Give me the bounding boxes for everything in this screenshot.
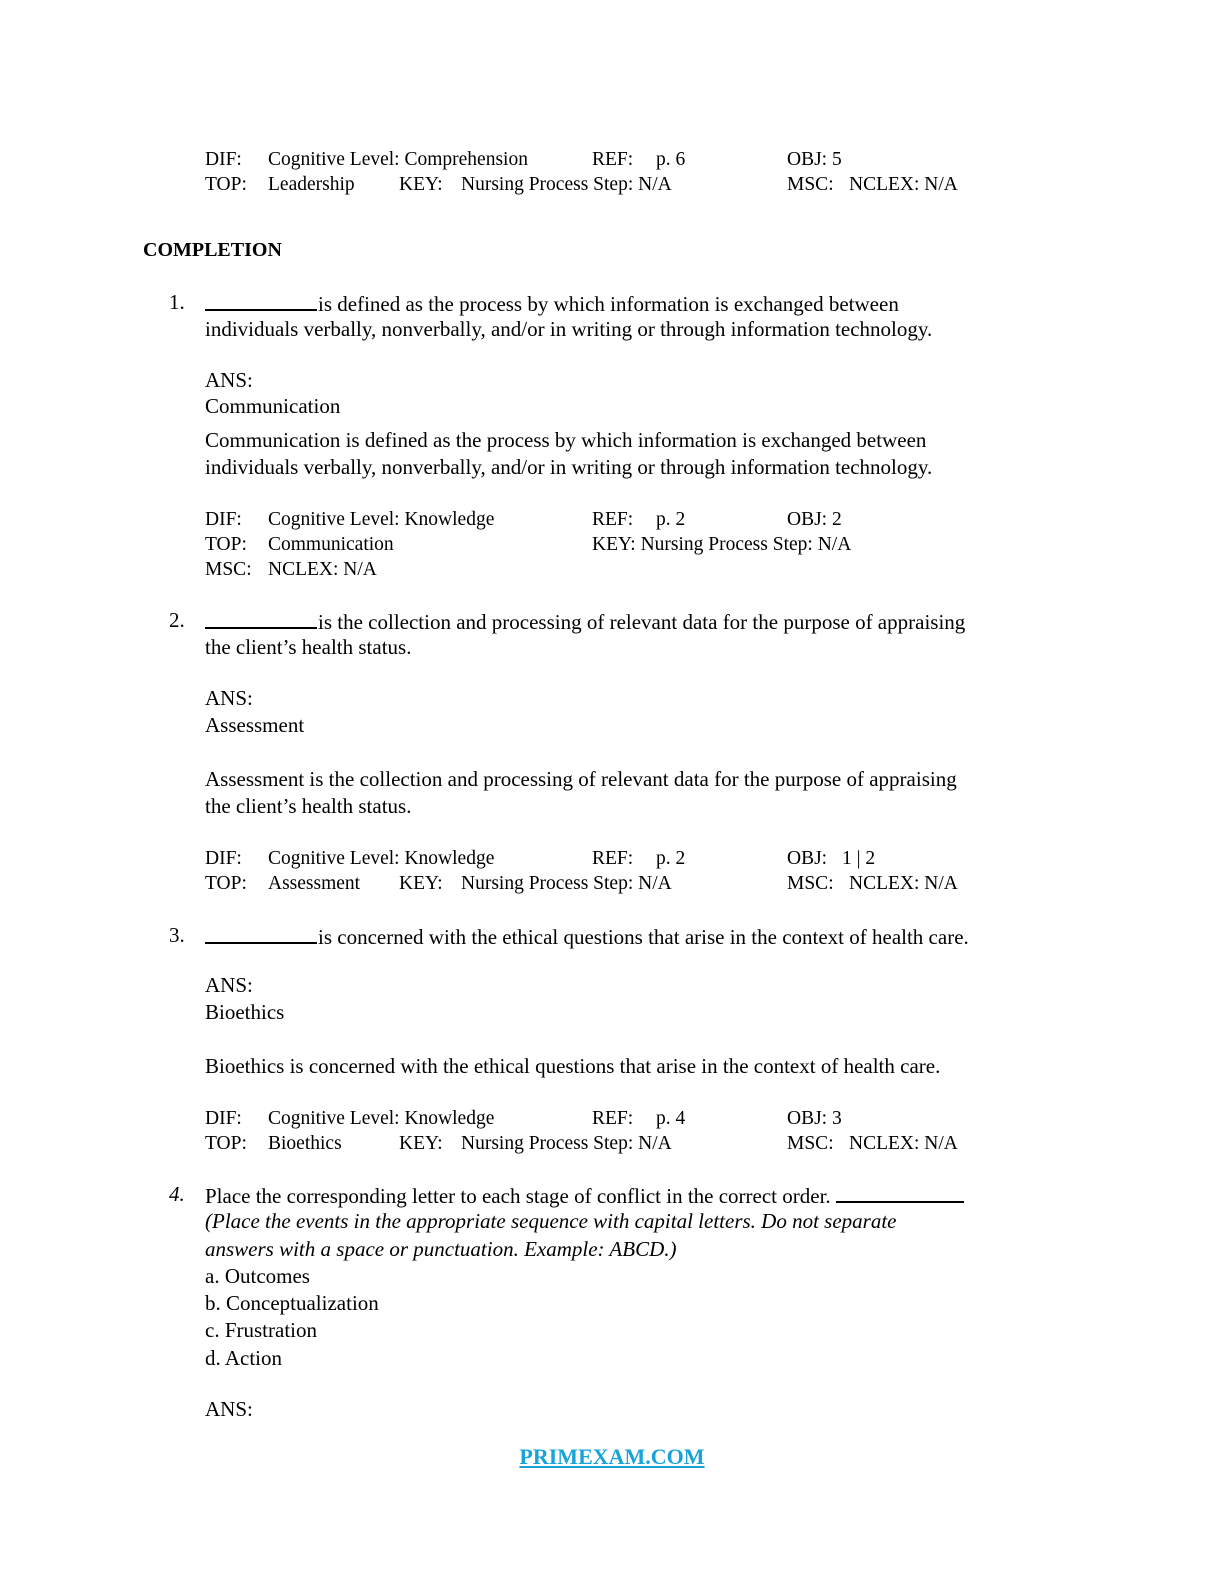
top-label: TOP:: [205, 174, 247, 195]
answer-text: Bioethics: [205, 1000, 285, 1024]
obj-label: OBJ:: [787, 848, 828, 869]
option-d: d. Action: [205, 1346, 282, 1370]
ref-label: REF:: [592, 1108, 634, 1129]
dif-value: Cognitive Level: Knowledge: [268, 848, 495, 869]
rationale: Assessment is the collection and processing of relevant data for the purpose of appraising: [205, 767, 957, 791]
question-stem: Place the corresponding letter to each stage of conflict in the correct order.: [205, 1181, 964, 1210]
dif-label: DIF:: [205, 848, 242, 869]
rationale-cont: the client’s health status.: [205, 794, 412, 818]
top-label: TOP:: [205, 534, 247, 555]
question-number: 4.: [169, 1182, 185, 1206]
key-value: Nursing Process Step: N/A: [461, 174, 672, 195]
question-number: 1.: [169, 290, 185, 314]
dif-value: Cognitive Level: Comprehension: [268, 149, 528, 170]
dif-value: Cognitive Level: Knowledge: [268, 1108, 495, 1129]
ref-label: REF:: [592, 848, 634, 869]
key-value: KEY: Nursing Process Step: N/A: [592, 534, 852, 555]
ans-label: ANS:: [205, 973, 253, 997]
dif-value: Cognitive Level: Knowledge: [268, 509, 495, 530]
key-value: Nursing Process Step: N/A: [461, 873, 672, 894]
msc-label: MSC:: [787, 873, 834, 894]
instructions: (Place the events in the appropriate sequence with capital letters. Do not separate: [205, 1209, 897, 1233]
top-value: Assessment: [268, 873, 361, 894]
key-label: KEY:: [399, 174, 443, 195]
question-stem: is defined as the process by which information is exchanged between: [205, 289, 899, 318]
ans-label: ANS:: [205, 686, 253, 710]
msc-value: NCLEX: N/A: [849, 1133, 958, 1154]
rationale-cont: individuals verbally, nonverbally, and/or in writing or through information technology.: [205, 455, 933, 479]
top-value: Bioethics: [268, 1133, 342, 1154]
footer-link[interactable]: PRIMEXAM.COM: [519, 1444, 705, 1469]
ref-value: p. 4: [656, 1108, 686, 1129]
question-stem: is the collection and processing of relevant data for the purpose of appraising: [205, 607, 965, 636]
answer-blank: [836, 1181, 964, 1203]
key-value: Nursing Process Step: N/A: [461, 1133, 672, 1154]
msc-label: MSC:: [205, 559, 252, 580]
top-value: Leadership: [268, 174, 355, 195]
answer-blank: [205, 922, 317, 944]
answer-blank: [205, 607, 317, 629]
obj-value: 1 | 2: [842, 848, 876, 869]
ref-value: p. 2: [656, 848, 686, 869]
ref-value: p. 2: [656, 509, 686, 530]
answer-text: Communication: [205, 394, 341, 418]
option-c: c. Frustration: [205, 1318, 317, 1342]
msc-label: MSC:: [787, 174, 834, 195]
instructions-cont: answers with a space or punctuation. Example: ABCD.): [205, 1237, 677, 1261]
section-heading: COMPLETION: [143, 239, 282, 261]
key-label: KEY:: [399, 1133, 443, 1154]
key-label: KEY:: [399, 873, 443, 894]
question-stem-cont: individuals verbally, nonverbally, and/or in writing or through information technology.: [205, 317, 933, 341]
top-label: TOP:: [205, 1133, 247, 1154]
option-b: b. Conceptualization: [205, 1291, 379, 1315]
dif-label: DIF:: [205, 1108, 242, 1129]
ref-label: REF:: [592, 509, 634, 530]
question-stem-cont: the client’s health status.: [205, 635, 412, 659]
obj-value: OBJ: 5: [787, 149, 842, 170]
msc-label: MSC:: [787, 1133, 834, 1154]
msc-value: NCLEX: N/A: [849, 873, 958, 894]
question-number: 3.: [169, 923, 185, 947]
ref-label: REF:: [592, 149, 634, 170]
ans-label: ANS:: [205, 368, 253, 392]
ref-value: p. 6: [656, 149, 686, 170]
dif-label: DIF:: [205, 509, 242, 530]
ans-label: ANS:: [205, 1397, 253, 1421]
msc-value: NCLEX: N/A: [849, 174, 958, 195]
msc-value: NCLEX: N/A: [268, 559, 377, 580]
top-label: TOP:: [205, 873, 247, 894]
question-number: 2.: [169, 608, 185, 632]
top-value: Communication: [268, 534, 394, 555]
obj-value: OBJ: 2: [787, 509, 842, 530]
rationale: Bioethics is concerned with the ethical questions that arise in the context of health care.: [205, 1054, 941, 1078]
question-stem: is concerned with the ethical questions that arise in the context of health care.: [205, 922, 969, 951]
obj-value: OBJ: 3: [787, 1108, 842, 1129]
dif-label: DIF:: [205, 149, 242, 170]
option-a: a. Outcomes: [205, 1264, 310, 1288]
answer-blank: [205, 289, 317, 311]
answer-text: Assessment: [205, 713, 305, 737]
rationale: Communication is defined as the process by which information is exchanged between: [205, 428, 927, 452]
